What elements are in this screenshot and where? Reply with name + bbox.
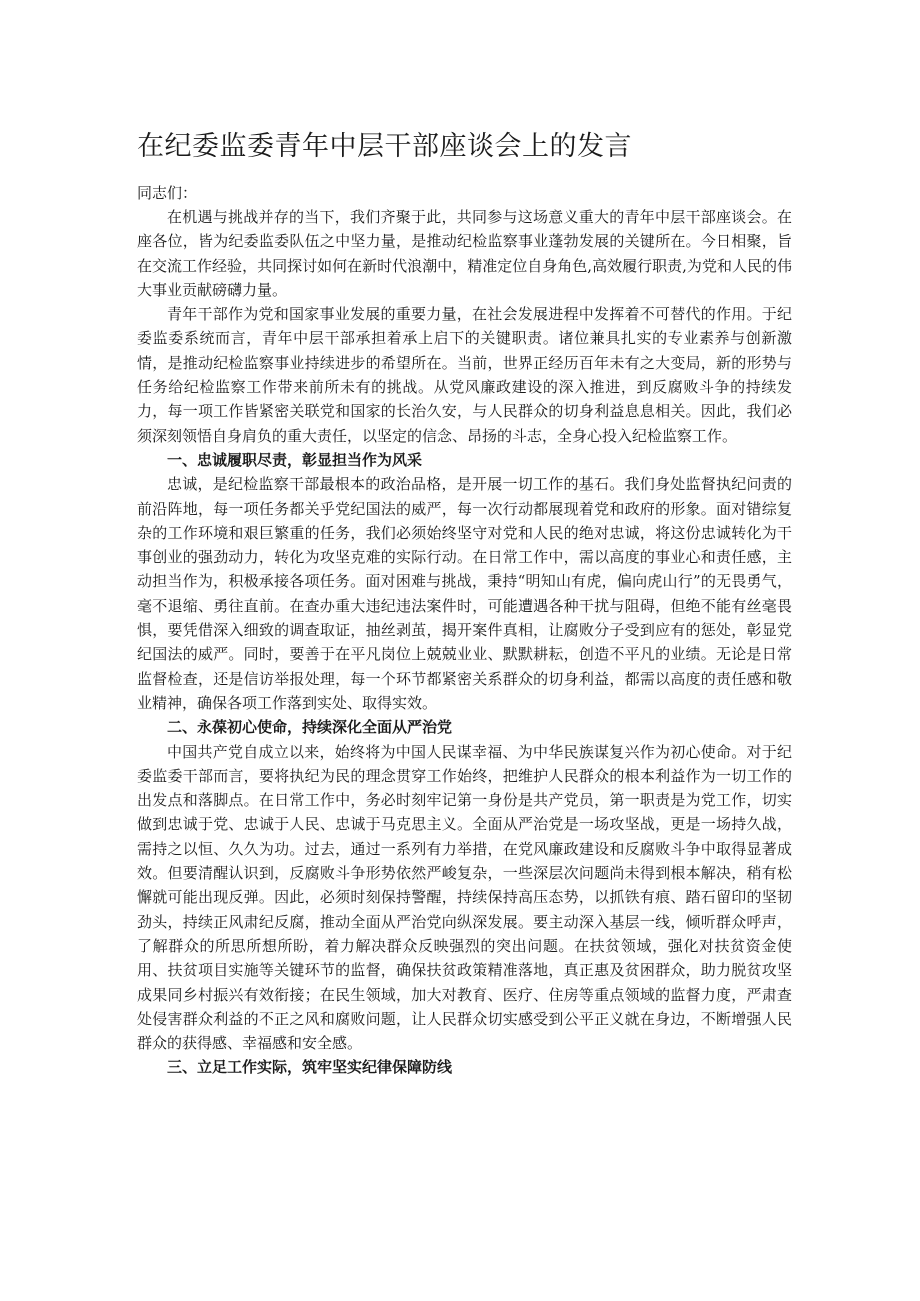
document-title: 在纪委监委青年中层干部座谈会上的发言 — [137, 131, 632, 162]
section-1-heading: 一、忠诚履职尽责，彰显担当作为风采 — [167, 450, 423, 469]
section-2-body: 中国共产党自成立以来，始终将为中国人民谋幸福、为中华民族谋复兴作为初心使命。对于纪委监委干部而言，要将执纪为民的理念贯穿工作始终，把维护人民群众的根本利益作为一切工作的出发点和落脚点。在日常工作中，务必时刻牢记第一身份是共产党员，第一职责是为党工作，切实做到忠诚于党、忠诚于人民、忠诚于马克思主义。全面从严治党是一场攻坚战，更是一场持久战，需持之以恒、久久为功。过去，通过一系列有力举措，在党风廉政建设和反腐败斗争中取得显著成效。但要清醒认识到，反腐败斗争形势依然严峻复杂，一些深层次问题尚未得到根本解决，稍有松懈就可能出现反弹。因此，必须时刻保持警醒，持续保持高压态势，以抓铁有痕、踏石留印的坚韧劲头，持续正风肃纪反腐，推动全面从严治党向纵深发展。要主动深入基层一线，倾听群众呼声，了解群众的所思所想所盼，着力解决群众反映强烈的突出问题。在扶贫领域，强化对扶贫资金使用、扶贫项目实施等关键环节的监督，确保扶贫政策精准落地，真正惠及贫困群众，助力脱贫攻坚成果同乡村振兴有效衔接；在民生领域，加大对教育、医疗、住房等重点领域的监督力度，严肃查处侵害群众利益的不正之风和腐败问题，让人民群众切实感受到公平正义就在身边，不断增强人民群众的获得感、幸福感和安全感。 — [137, 742, 792, 1053]
document-page — [137, 128, 792, 1080]
intro-paragraph-1: 在机遇与挑战并存的当下，我们齐聚于此，共同参与这场意义重大的青年中层干部座谈会。在座各位，皆为纪委监委队伍之中坚力量，是推动纪检监察事业蓬勃发展的关键所在。今日相聚，旨在交流工作经验，共同探讨如何在新时代浪潮中，精准定位自身角色,高效履行职责,为党和人民的伟大事业贡献磅礴力量。 — [137, 208, 792, 299]
section-1-body: 忠诚，是纪检监察干部最根本的政治品格，是开展一切工作的基石。我们身处监督执纪问责的前沿阵地，每一项任务都关乎党纪国法的威严，每一次行动都展现着党和政府的形象。面对错综复杂的工作环境和艰巨繁重的任务，我们必须始终坚守对党和人民的绝对忠诚，将这份忠诚转化为干事创业的强劲动力，转化为攻坚克难的实际行动。在日常工作中，需以高度的事业心和责任感，主动担当作为，积极承接各项任务。面对困难与挑战，秉持“明知山有虎，偏向虎山行”的无畏勇气，毫不退缩、勇往直前。在查办重大违纪违法案件时，可能遭遇各种干扰与阻碍，但绝不能有丝毫畏惧，要凭借深入细致的调查取证，抽丝剥茧，揭开案件真相，让腐败分子受到应有的惩处，彰显党纪国法的威严。同时，要善于在平凡岗位上兢兢业业、默默耕耘，创造不平凡的业绩。无论是日常监督检查，还是信访举报处理，每一个环节都紧密关系群众的切身利益，都需以高度的责任感和敬业精神，确保各项工作落到实处、取得实效。 — [137, 475, 792, 712]
greeting: 同志们： — [137, 184, 198, 202]
intro-paragraph-2: 青年干部作为党和国家事业发展的重要力量，在社会发展进程中发挥着不可替代的作用。于纪委监委系统而言，青年中层干部承担着承上启下的关键职责。诸位兼具扎实的专业素养与创新激情，是推动纪检监察事业持续进步的希望所在。当前，世界正经历百年未有之大变局，新的形势与任务给纪检监察工作带来前所未有的挑战。从党风廉政建设的深入推进，到反腐败斗争的持续发力，每一项工作皆紧密关联党和国家的长治久安，与人民群众的切身利益息息相关。因此，我们必须深刻领悟自身肩负的重大责任，以坚定的信念、昂扬的斗志，全身心投入纪检监察工作。 — [137, 305, 792, 445]
section-3-heading: 三、立足工作实际，筑牢坚实纪律保障防线 — [167, 1058, 453, 1077]
section-2-heading: 二、永葆初心使命，持续深化全面从严治党 — [167, 718, 453, 737]
